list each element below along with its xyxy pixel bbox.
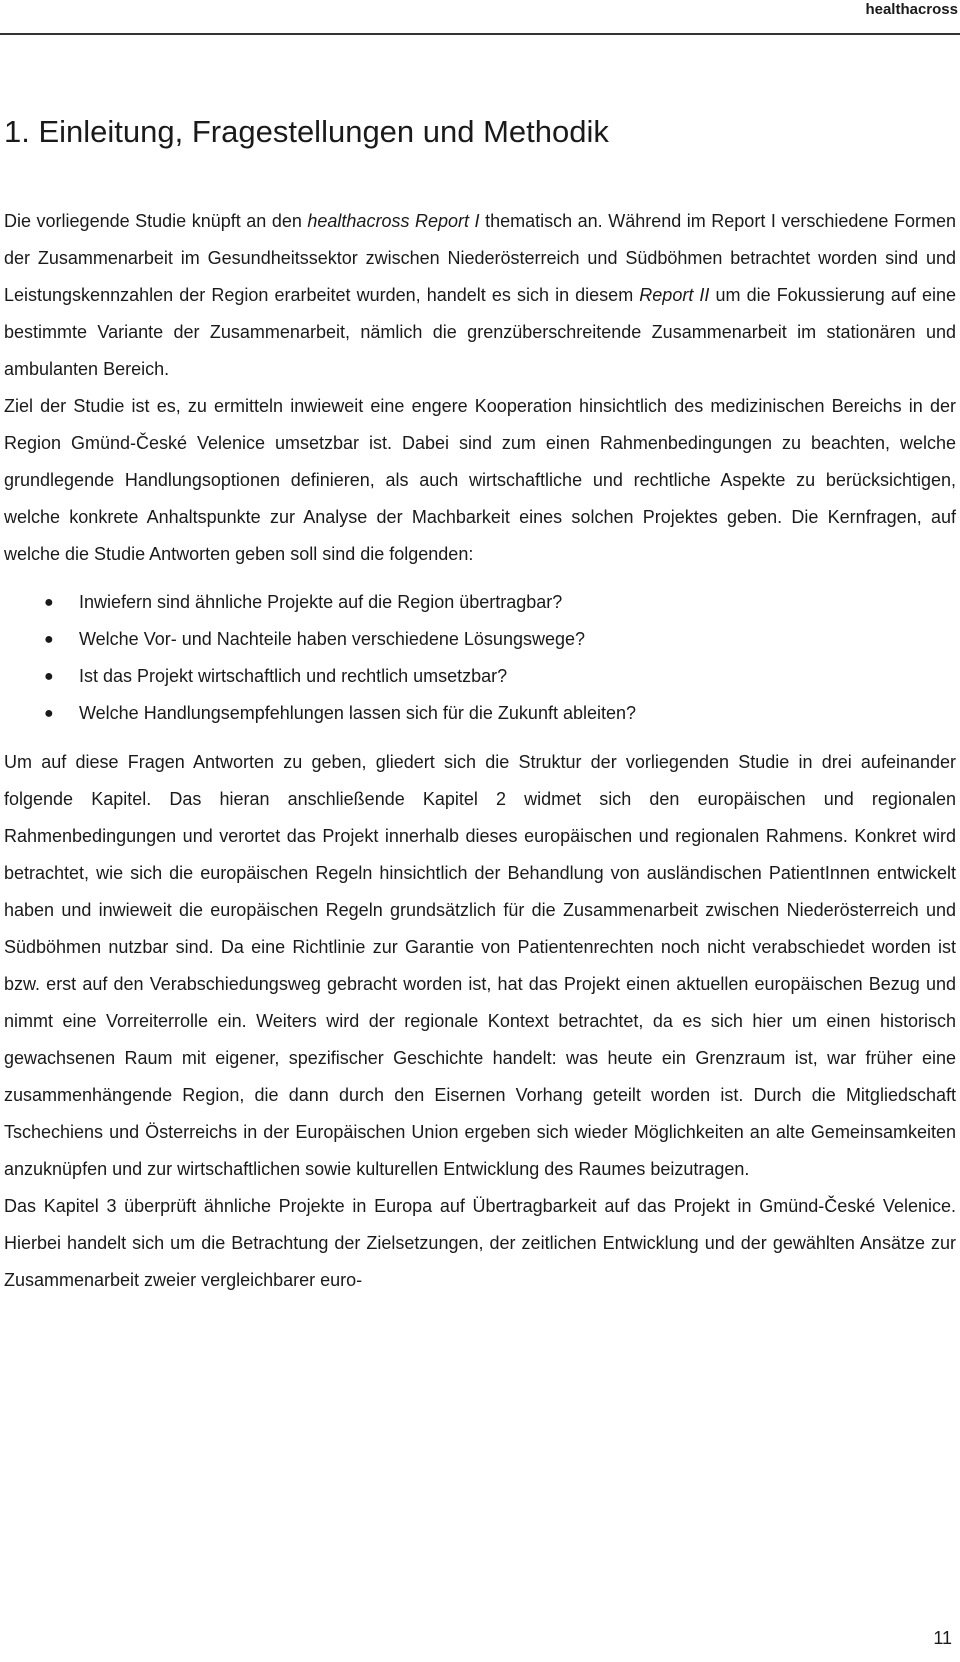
header-divider [0, 33, 960, 35]
intro-text-1: Die vorliegende Studie knüpft an den [4, 211, 308, 231]
list-item [4, 658, 956, 695]
running-header: healthacross [865, 1, 958, 18]
intro-text-2: thematisch an. Während im Report I verschiedene Formen der Zusammenarbeit im Gesundheitssektor zwischen Niederösterreich und Südböhmen betrachtet worden sind und Leistungskennzahlen der Region erarbeitet wurden, handelt es sich in diesem [4, 211, 956, 305]
list-item [4, 695, 956, 732]
report-one-title: healthacross Report I [307, 211, 480, 231]
paragraph-chapter-three: Das Kapitel 3 überprüft ähnliche Projekte in Europa auf Übertragbarkeit auf das Projekt in Gmünd-České Velenice. Hierbei handelt sich um die Betrachtung der Zielsetzungen, der zeitlichen Entwicklung und der gewählten Ansätze zur Zusammenarbeit zweier vergleichbarer euro- [4, 1196, 956, 1290]
question-text: Welche Handlungsempfehlungen lassen sich für die Zukunft ableiten? [79, 703, 637, 723]
report-two-title: Report II [639, 285, 710, 305]
list-item [4, 621, 956, 658]
paragraph-goal: Ziel der Studie ist es, zu ermitteln inwieweit eine engere Kooperation hinsichtlich des medizinischen Bereichs in der Region Gmünd-České Velenice umsetzbar ist. Dabei sind zum einen Rahmenbedingungen zu beachten, welche grundlegende Handlungsoptionen definieren, als auch wirtschaftliche und rechtliche Aspekte zu berücksichtigen, welche konkrete Anhaltspunkte zur Analyse der Machbarkeit eines solchen Projektes geben. Die Kernfragen, auf welche die Studie Antworten geben soll sind die folgenden: [4, 396, 956, 564]
bullet-icon: ● [44, 631, 54, 648]
core-questions-list [4, 584, 956, 732]
question-text: Inwiefern sind ähnliche Projekte auf die Region übertragbar? [79, 592, 563, 612]
paragraph-intro [4, 203, 956, 388]
body-text [4, 203, 956, 1299]
bullet-icon: ● [44, 594, 54, 611]
list-item [4, 584, 956, 621]
question-text: Welche Vor- und Nachteile haben verschiedene Lösungswege? [79, 629, 586, 649]
page-number: 11 [933, 1628, 952, 1648]
bullet-icon: ● [44, 705, 54, 722]
intro-text-3: um die Fokussierung auf eine bestimmte Variante der Zusammenarbeit, nämlich die grenzüberschreitende Zusammenarbeit im stationären und ambulanten Bereich. [4, 285, 957, 379]
chapter-heading: 1. Einleitung, Fragestellungen und Methodik [4, 114, 609, 149]
paragraph-structure: Um auf diese Fragen Antworten zu geben, gliedert sich die Struktur der vorliegenden Studie in drei aufeinander folgende Kapitel. Das hieran anschließende Kapitel 2 widmet sich den europäischen und regionalen Rahmenbedingungen und verortet das Projekt innerhalb dieses europäischen und regionalen Rahmens. Konkret wird betrachtet, wie sich die europäischen Regeln hinsichtlich der Behandlung von ausländischen PatientInnen entwickelt haben und inwieweit die europäischen Regeln grundsätzlich für die Zusammenarbeit zwischen Niederösterreich und Südböhmen nutzbar sind. Da eine Richtlinie zur Garantie von Patientenrechten noch nicht verabschiedet worden ist bzw. erst auf den Verabschiedungsweg gebracht worden ist, hat das Projekt einen aktuellen europäischen Bezug und nimmt eine Vorreiterrolle ein. Weiters wird der regionale Kontext betrachtet, da es sich hier um einen historisch gewachsenen Raum mit eigener, spezifischer Geschichte handelt: was heute ein Grenzraum ist, war früher eine zusammenhängende Region, die dann durch den Eisernen Vorhang geteilt worden ist. Durch die Mitgliedschaft Tschechiens und Österreichs in der Europäischen Union ergeben sich wieder Möglichkeiten an alte Gemeinsamkeiten anzuknüpfen und zur wirtschaftlichen sowie kulturellen Entwicklung des Raumes beizutragen. [4, 752, 956, 1179]
question-text: Ist das Projekt wirtschaftlich und rechtlich umsetzbar? [79, 666, 508, 686]
bullet-icon: ● [44, 668, 54, 685]
